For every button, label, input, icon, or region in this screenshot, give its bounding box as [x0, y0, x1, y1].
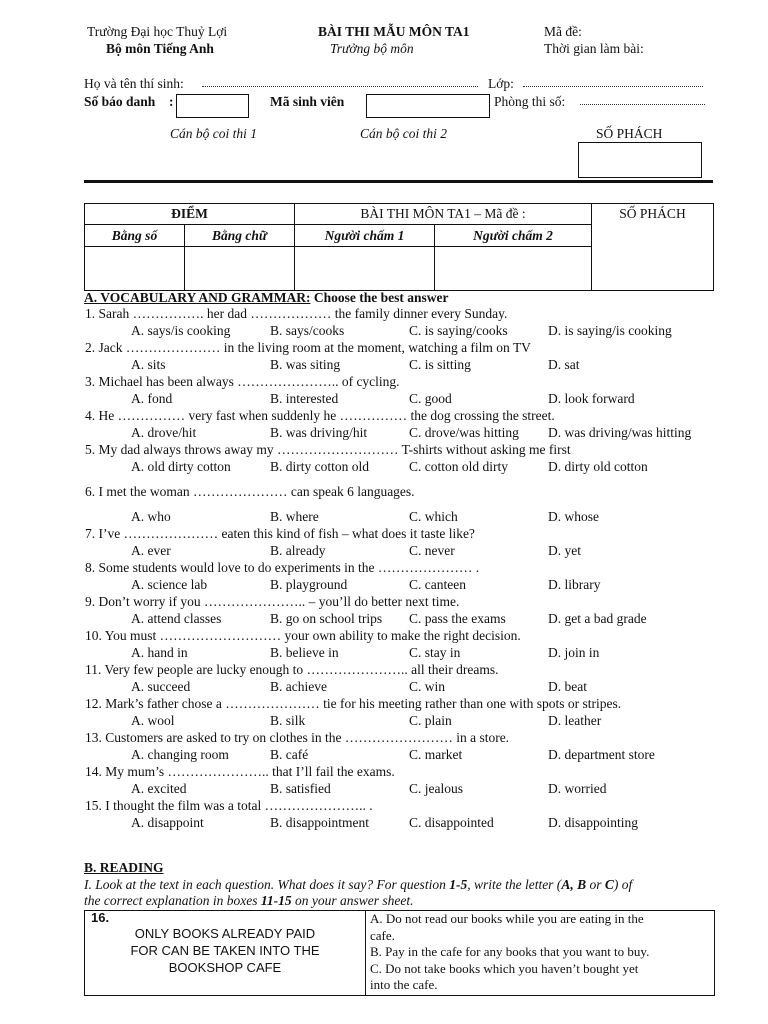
sign-line-3: BOOKSHOP CAFE: [168, 960, 282, 975]
class-field[interactable]: [523, 76, 703, 87]
question-11-option-c[interactable]: C. win: [409, 679, 446, 694]
student-name-label: Họ và tên thí sinh:: [84, 76, 184, 91]
question-5-option-b[interactable]: B. dirty cotton old: [270, 459, 369, 474]
option-a-line1[interactable]: A. Do not read our books while you are eating in the: [370, 911, 644, 926]
question-11-stem: 11. Very few people are lucky enough to ………………….. all their dreams.: [85, 662, 499, 677]
question-10-option-c[interactable]: C. stay in: [409, 645, 461, 660]
question-3-option-c[interactable]: C. good: [409, 391, 452, 406]
question-6-option-a[interactable]: A. who: [131, 509, 171, 524]
question-13-stem: 13. Customers are asked to try on clothes in the …………………… in a store.: [85, 730, 510, 745]
question-14-option-b[interactable]: B. satisfied: [270, 781, 331, 796]
time-label: Thời gian làm bài:: [544, 41, 644, 56]
question-9-option-b[interactable]: B. go on school trips: [270, 611, 383, 626]
instr-part-1: I. Look at the text in each question. What does it say? For question: [84, 877, 446, 892]
grader-1-cell[interactable]: [295, 247, 435, 291]
question-2-option-a[interactable]: A. sits: [131, 357, 166, 372]
student-name-field[interactable]: [202, 76, 478, 87]
question-2-stem: 2. Jack ………………… in the living room at the moment, watching a film on TV: [85, 340, 531, 355]
question-4-option-c[interactable]: C. drove/was hitting: [409, 425, 519, 440]
sign-cell: [85, 911, 366, 996]
question-6-stem: 6. I met the woman ………………… can speak 6 languages.: [85, 484, 415, 499]
question-10-option-a[interactable]: A. hand in: [131, 645, 188, 660]
exam-code-header: BÀI THI MÔN TA1 – Mã đề :: [295, 204, 592, 225]
section-b-heading: B. READING: [84, 860, 164, 875]
question-9-option-c[interactable]: C. pass the exams: [409, 611, 506, 626]
score-words-cell[interactable]: [185, 247, 295, 291]
question-2-option-b[interactable]: B. was siting: [270, 357, 341, 372]
question-15-option-a[interactable]: A. disappoint: [131, 815, 204, 830]
option-a-line2: cafe.: [370, 927, 395, 943]
question-9-stem: 9. Don’t worry if you ………………….. – you’ll do better next time.: [85, 594, 460, 609]
question-5-option-c[interactable]: C. cotton old dirty: [409, 459, 508, 474]
question-10-stem: 10. You must ……………………… your own ability to make the right decision.: [85, 628, 521, 643]
section-b-instruction-line2: [84, 893, 413, 909]
instr-part-2: , write the letter (: [467, 877, 562, 892]
options-cell: [366, 911, 715, 996]
question-16-number: 16.: [91, 910, 110, 925]
instr-bold-1: 1-5: [449, 877, 468, 892]
question-15-stem: 15. I thought the film was a total ………………….. .: [85, 798, 373, 813]
instr-bold-2: A, B: [561, 877, 587, 892]
separator-line: [84, 180, 713, 183]
instr-bold-3: C: [604, 877, 614, 892]
question-15-option-b[interactable]: B. disappointment: [270, 815, 369, 830]
room-field[interactable]: [580, 94, 705, 105]
sign-line-1: ONLY BOOKS ALREADY PAID: [134, 926, 316, 941]
question-5-option-a[interactable]: A. old dirty cotton: [131, 459, 231, 474]
question-1-option-d[interactable]: D. is saying/is cooking: [548, 323, 672, 338]
question-2-option-c[interactable]: C. is sitting: [409, 357, 471, 372]
department-name: Bộ môn Tiếng Anh: [106, 41, 214, 56]
question-1-stem: 1. Sarah ……………. her dad ……………… the family dinner every Sunday.: [85, 306, 508, 321]
so-phach-header: SỐ PHÁCH: [592, 204, 714, 291]
proctor-1-label: Cán bộ coi thi 1: [170, 126, 257, 141]
candidate-number-label: Số báo danh: [84, 94, 156, 109]
question-14-stem: 14. My mum’s ………………….. that I’ll fail the exams.: [85, 764, 395, 779]
question-11-option-d[interactable]: D. beat: [548, 679, 587, 694]
question-5-option-d[interactable]: D. dirty old cotton: [548, 459, 648, 474]
question-12-stem: 12. Mark’s father chose a ………………… tie for his meeting rather than one with spots or stripes.: [85, 696, 622, 711]
question-6-option-d[interactable]: D. whose: [548, 509, 599, 524]
question-10-option-d[interactable]: D. join in: [548, 645, 600, 660]
room-label: Phòng thi số:: [494, 94, 566, 109]
question-8-option-b[interactable]: B. playground: [270, 577, 348, 592]
question-12-option-d[interactable]: D. leather: [548, 713, 602, 728]
question-3-option-d[interactable]: D. look forward: [548, 391, 635, 406]
so-phach-label: SỐ PHÁCH: [596, 126, 663, 141]
option-c-line2: into the cafe.: [370, 977, 438, 992]
instr-line2-a: the correct explanation in boxes: [84, 893, 261, 908]
question-1-option-a[interactable]: A. says/is cooking: [131, 323, 231, 338]
question-7-stem: 7. I’ve ………………… eaten this kind of fish – what does it taste like?: [85, 526, 475, 541]
question-3-option-a[interactable]: A. fond: [131, 391, 173, 406]
question-12-option-b[interactable]: B. silk: [270, 713, 306, 728]
exam-title: BÀI THI MẪU MÔN TA1: [318, 24, 470, 39]
instr-part-3: or: [586, 877, 605, 892]
question-9-option-d[interactable]: D. get a bad grade: [548, 611, 647, 626]
class-label: Lớp:: [488, 76, 514, 91]
instr-line2-bold: 11-15: [260, 893, 292, 908]
question-4-option-d[interactable]: D. was driving/was hitting: [548, 425, 692, 440]
score-in-words: Bằng chữ: [185, 225, 295, 247]
section-b-instruction-line1: [84, 877, 632, 893]
student-id-label: Mã sinh viên: [270, 94, 345, 109]
score-in-numbers: Bằng số: [85, 225, 185, 247]
school-name: Trường Đại học Thuỷ Lợi: [87, 24, 228, 39]
question-8-option-a[interactable]: A. science lab: [131, 577, 208, 592]
question-2-option-d[interactable]: D. sat: [548, 357, 580, 372]
question-11-option-a[interactable]: A. succeed: [131, 679, 191, 694]
question-4-option-b[interactable]: B. was driving/hit: [270, 425, 368, 440]
sign-line-2: FOR CAN BE TAKEN INTO THE: [130, 943, 320, 958]
question-11-option-b[interactable]: B. achieve: [270, 679, 327, 694]
question-1-option-c[interactable]: C. is saying/cooks: [409, 323, 508, 338]
grader-2: Người chấm 2: [435, 225, 592, 247]
reading-question-16: [84, 910, 715, 996]
instr-line2-b: on your answer sheet.: [291, 893, 414, 908]
question-14-option-d[interactable]: D. worried: [548, 781, 607, 796]
question-14-option-a[interactable]: A. excited: [131, 781, 187, 796]
section-a-instruction: Choose the best answer: [313, 290, 449, 305]
question-9-option-a[interactable]: A. attend classes: [131, 611, 222, 626]
question-12-option-a[interactable]: A. wool: [131, 713, 175, 728]
question-7-option-d[interactable]: D. yet: [548, 543, 581, 558]
grader-2-cell[interactable]: [435, 247, 592, 291]
score-table: [84, 203, 714, 291]
question-7-option-a[interactable]: A. ever: [131, 543, 171, 558]
student-id-box[interactable]: [366, 94, 490, 118]
question-13-option-c[interactable]: C. market: [409, 747, 463, 762]
question-10-option-b[interactable]: B. believe in: [270, 645, 339, 660]
question-5-stem: 5. My dad always throws away my ……………………… T-shirts without asking me first: [85, 442, 571, 457]
question-1-option-b[interactable]: B. says/cooks: [270, 323, 345, 338]
question-7-option-b[interactable]: B. already: [270, 543, 326, 558]
section-a-heading: [84, 290, 449, 306]
option-b[interactable]: B. Pay in the cafe for any books that you want to buy.: [370, 944, 650, 959]
instr-part-4: ) of: [613, 877, 633, 892]
grader-1: Người chấm 1: [295, 225, 435, 247]
proctor-2-label: Cán bộ coi thi 2: [360, 126, 447, 141]
question-4-option-a[interactable]: A. drove/hit: [131, 425, 197, 440]
question-13-option-d[interactable]: D. department store: [548, 747, 655, 762]
question-8-option-d[interactable]: D. library: [548, 577, 601, 592]
question-15-option-d[interactable]: D. disappointing: [548, 815, 638, 830]
question-13-option-b[interactable]: B. café: [270, 747, 309, 762]
question-4-stem: 4. He …………… very fast when suddenly he …………… the dog crossing the street.: [85, 408, 555, 423]
question-8-stem: 8. Some students would love to do experiments in the ………………… .: [85, 560, 480, 575]
question-8-option-c[interactable]: C. canteen: [409, 577, 466, 592]
candidate-number-box[interactable]: [176, 94, 249, 118]
question-7-option-c[interactable]: C. never: [409, 543, 455, 558]
candidate-number-colon: :: [169, 94, 174, 109]
exam-code-label: Mã đề:: [544, 24, 582, 39]
so-phach-box[interactable]: [578, 142, 702, 178]
head-of-department: Trưởng bộ môn: [330, 41, 414, 56]
question-13-option-a[interactable]: A. changing room: [131, 747, 229, 762]
question-12-option-c[interactable]: C. plain: [409, 713, 452, 728]
section-a-title: A. VOCABULARY AND GRAMMAR:: [84, 290, 311, 305]
score-header: ĐIỂM: [85, 204, 295, 225]
question-15-option-c[interactable]: C. disappointed: [409, 815, 494, 830]
question-3-stem: 3. Michael has been always ………………….. of cycling.: [85, 374, 400, 389]
question-3-option-b[interactable]: B. interested: [270, 391, 339, 406]
score-number-cell[interactable]: [85, 247, 185, 291]
option-c-line1[interactable]: C. Do not take books which you haven’t bought yet: [370, 960, 639, 976]
question-6-option-c[interactable]: C. which: [409, 509, 458, 524]
question-14-option-c[interactable]: C. jealous: [409, 781, 463, 796]
question-6-option-b[interactable]: B. where: [270, 509, 319, 524]
